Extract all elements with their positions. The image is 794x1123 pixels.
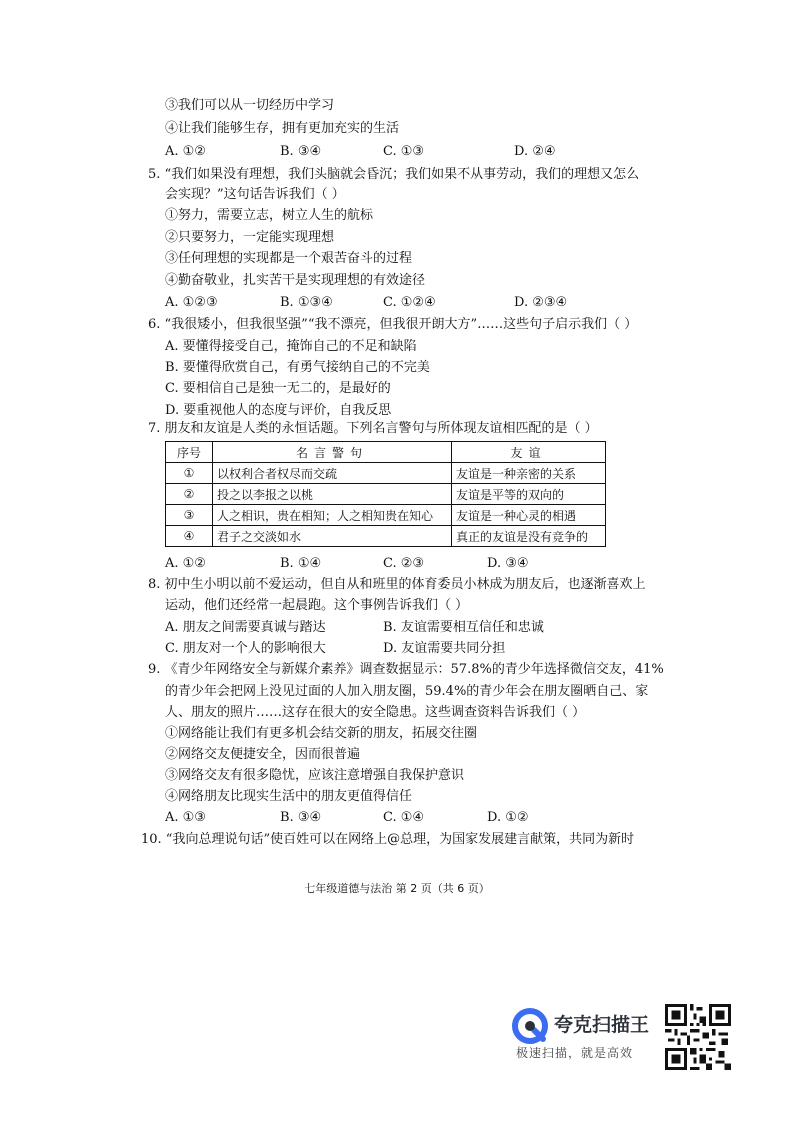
q9-item-2: ②网络交友便捷安全，因而很普遍 [165,747,361,762]
q9-stem-line3: 人、朋友的照片……这存在很大的安全隐患。这些调查资料告诉我们（ ） [165,705,586,720]
q5-stem-line1: 5. “我们如果没有理想，我们头脑就会昏沉；我们如果不从事劳动，我们的理想又怎么 [148,167,640,182]
q5-option-c: C. ①②④ [383,295,436,310]
q5-stem-line2: 会实现？”这句话告诉我们（ ） [165,187,345,202]
table-cell-number: ④ [166,526,213,547]
q9-option-b: B. ③④ [280,810,322,825]
q5-item-4: ④勤奋敬业，扎实苦干是实现理想的有效途径 [165,273,426,288]
table-header-friendship: 友谊 [452,442,606,463]
q5-option-b: B. ①③④ [280,295,333,310]
qr-code-icon [665,1004,731,1070]
table-row [166,526,606,547]
q7-quote-table [165,441,606,547]
q7-option-c: C. ②③ [383,556,425,571]
table-cell-quote: 以权利合者权尽而交疏 [213,463,452,484]
q8-option-c: C. 朋友对一个人的影响很大 [165,641,326,656]
q5-option-d: D. ②③④ [514,295,568,310]
table-cell-friendship: 友谊是平等的双向的 [452,484,606,505]
table-cell-friendship: 友谊是一种心灵的相遇 [452,505,606,526]
q8-option-a: A. 朋友之间需要真诚与踏达 [165,620,326,635]
q9-item-3: ③网络交友有很多隐忧，应该注意增强自我保护意识 [165,768,465,783]
q8-option-b: B. 友谊需要相互信任和忠诚 [383,620,544,635]
watermark-title: 夸克扫描王 [554,1014,650,1036]
table-cell-quote: 君子之交淡如水 [213,526,452,547]
table-header-quote: 名言警句 [213,442,452,463]
q8-stem-line2: 运动，他们还经常一起晨跑。这个事例告诉我们（ ） [165,598,469,613]
q6-option-c: C. 要相信自己是独一无二的，是最好的 [165,381,391,396]
q8-option-d: D. 友谊需要共同分担 [383,641,506,656]
q9-option-c: C. ①④ [383,810,425,825]
table-header-row [166,442,606,463]
q7-option-a: A. ①② [165,556,206,571]
q6-option-b: B. 要懂得欣赏自己，有勇气接纳自己的不完美 [165,360,430,375]
q5-item-3: ③任何理想的实现都是一个艰苦奋斗的过程 [165,251,413,266]
q9-item-4: ④网络朋友比现实生活中的朋友更值得信任 [165,789,413,804]
table-cell-number: ① [166,463,213,484]
q7-stem: 7. 朋友和友谊是人类的永恒话题。下列名言警句与所体现友谊相匹配的是（ ） [148,421,598,436]
table-row [166,505,606,526]
table-row [166,463,606,484]
q4-option-d: D. ②④ [514,144,556,159]
q4-option-c: C. ①③ [383,144,425,159]
table-header-number: 序号 [166,442,213,463]
q7-option-d: D. ③④ [487,556,529,571]
q9-option-d: D. ①② [487,810,529,825]
table-cell-friendship: 友谊是一种亲密的关系 [452,463,606,484]
q5-item-2: ②只要努力，一定能实现理想 [165,230,335,245]
q6-stem: 6. “我很矮小，但我很坚强”“我不漂亮，但我很开朗大方”……这些句子启示我们（ ） [148,317,638,332]
q4-item-3: ③我们可以从一切经历中学习 [165,98,335,113]
table-cell-number: ② [166,484,213,505]
q4-item-4: ④让我们能够生存，拥有更加充实的生活 [165,121,400,136]
q6-option-a: A. 要懂得接受自己，掩饰自己的不足和缺陷 [165,339,417,354]
q9-stem-line1: 9. 《青少年网络安全与新媒介素养》调查数据显示：57.8%的青少年选择微信交友，41% [148,662,664,677]
q4-option-b: B. ③④ [280,144,322,159]
table-row [166,484,606,505]
watermark-slogan: 极速扫描，就是高效 [516,1046,634,1060]
q8-stem-line1: 8. 初中生小明以前不爱运动，但自从和班里的体育委员小林成为朋友后，也逐渐喜欢上 [148,577,646,592]
table-cell-friendship: 真正的友谊是没有竞争的 [452,526,606,547]
q9-stem-line2: 的青少年会把网上没见过面的人加入朋友圈，59.4%的青少年会在朋友圈晒自己、家 [165,684,649,699]
q10-stem: 10. “我向总理说句话”使百姓可以在网络上@总理，为国家发展建言献策，共同为新时 [141,832,635,847]
q5-item-1: ①努力，需要立志，树立人生的航标 [165,208,374,223]
quark-logo-icon [512,1008,548,1044]
q4-option-a: A. ①② [165,144,206,159]
q5-option-a: A. ①②③ [165,295,218,310]
q9-item-1: ①网络能让我们有更多机会结交新的朋友，拓展交往圈 [165,726,478,741]
q9-option-a: A. ①③ [165,810,206,825]
q6-option-d: D. 要重视他人的态度与评价，自我反思 [165,403,392,418]
table-cell-number: ③ [166,505,213,526]
table-cell-quote: 人之相识，贵在相知；人之相知贵在知心 [213,505,452,526]
table-cell-quote: 投之以李报之以桃 [213,484,452,505]
q7-option-b: B. ①④ [280,556,322,571]
page-footer: 七年级道德与法治 第 2 页（共 6 页） [304,882,490,895]
